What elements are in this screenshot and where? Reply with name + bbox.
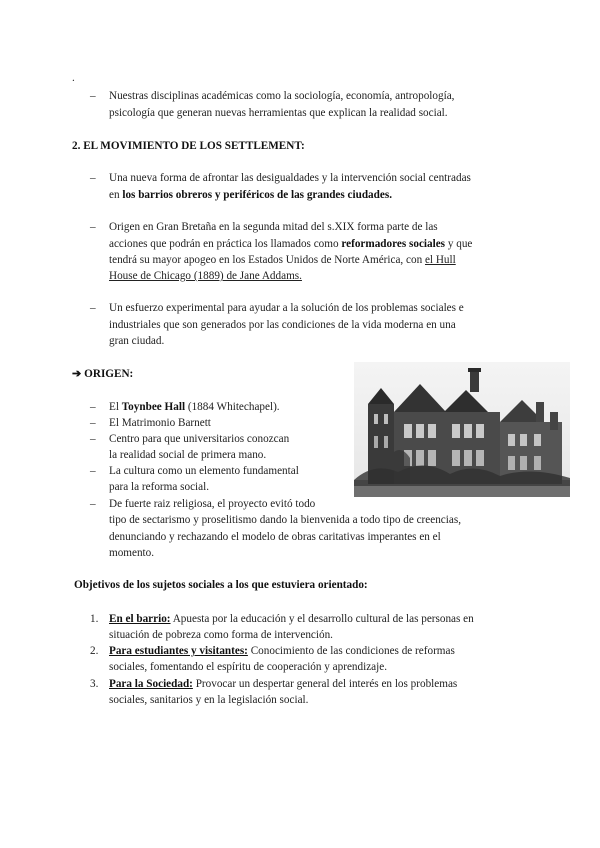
objetivo-1-line-1: En el barrio: Apuesta por la educación y el desarrollo cultural de las personas en bbox=[109, 613, 474, 625]
settlement-b1-line-1: Una nueva forma de afrontar las desigualdades y la intervención social centradas bbox=[109, 172, 471, 184]
bullet-dash: – bbox=[90, 401, 96, 413]
bullet-dash: – bbox=[90, 221, 96, 233]
settlement-b1-line-2: en los barrios obreros y periféricos de las grandes ciudades. bbox=[109, 189, 392, 201]
settlement-b2-line-4 bbox=[109, 268, 529, 284]
settlement-b3-line-1: Un esfuerzo experimental para ayudar a la solución de los problemas sociales e bbox=[109, 302, 464, 314]
settlement-b3-line-3: gran ciudad. bbox=[109, 335, 165, 347]
settlement-b2-line-1: Origen en Gran Bretaña en la segunda mitad del s.XIX forma parte de las bbox=[109, 221, 438, 233]
settlement-b2-line-3: tendrá su mayor apogeo en los Estados Unidos de Norte América, con el Hull bbox=[109, 254, 456, 266]
settlement-b2-line-2: acciones que podrán en práctica los llamados como reformadores sociales y que bbox=[109, 238, 473, 250]
bullet-dash: – bbox=[90, 465, 96, 477]
settlement-b3-line-2: industriales que son generados por las condiciones de la vida moderna en una bbox=[109, 319, 456, 331]
origen-item-5-line-4: momento. bbox=[109, 547, 155, 559]
list-number: 1. bbox=[90, 613, 99, 625]
bullet-dash: – bbox=[90, 172, 96, 184]
objetivo-2-line-2: sociales, fomentando el espíritu de cooperación y aprendizaje. bbox=[109, 661, 388, 673]
objetivo-3-line-1: Para la Sociedad: Provocar un despertar general del interés en los problemas bbox=[109, 678, 458, 690]
origen-item-5-line-1: De fuerte raiz religiosa, el proyecto evitó todo bbox=[109, 498, 316, 510]
bold-phrase: Toynbee Hall bbox=[121, 401, 186, 413]
bullet-dash: – bbox=[90, 433, 96, 445]
stray-dot: . bbox=[72, 72, 75, 84]
objetivo-1-line-2: situación de pobreza como forma de intervención. bbox=[109, 629, 333, 641]
origen-item-1: El Toynbee Hall (1884 Whitechapel). bbox=[109, 401, 280, 413]
origen-item-4-line-2: para la reforma social. bbox=[109, 481, 210, 493]
bullet-dash: – bbox=[90, 417, 96, 429]
objetivo-label: Para la Sociedad: bbox=[109, 678, 193, 690]
objetivo-3-line-2: sociales, sanitarios y en la legislación social. bbox=[109, 694, 309, 706]
origen-item-3-line-2: la realidad social de primera mano. bbox=[109, 449, 267, 461]
objetivos-heading: Objetivos de los sujetos sociales a los que estuviera orientado: bbox=[74, 579, 368, 591]
toynbee-hall-photo bbox=[354, 362, 570, 497]
list-number: 2. bbox=[90, 645, 99, 657]
origen-item-4-line-1: La cultura como un elemento fundamental bbox=[109, 465, 299, 477]
list-number: 3. bbox=[90, 678, 99, 690]
bold-phrase: los barrios obreros y periféricos de las grandes ciudades. bbox=[122, 189, 392, 201]
origen-item-3-line-1: Centro para que universitarios conozcan bbox=[109, 433, 290, 445]
section-2-heading: 2. EL MOVIMIENTO DE LOS SETTLEMENT: bbox=[72, 140, 305, 152]
hull-house-link-cont[interactable]: House de Chicago (1889) de Jane Addams. bbox=[109, 270, 302, 282]
origen-item-2: El Matrimonio Barnett bbox=[109, 417, 211, 429]
objetivo-label: En el barrio: bbox=[109, 613, 171, 625]
origen-heading: ➔ ORIGEN: bbox=[72, 368, 134, 380]
objetivo-label: Para estudiantes y visitantes: bbox=[109, 645, 248, 657]
origen-item-5-line-3: denunciando y rechazando el modelo de obras caritativas imperantes en el bbox=[109, 531, 441, 543]
objetivo-2-line-1: Para estudiantes y visitantes: Conocimiento de las condiciones de reformas bbox=[109, 645, 455, 657]
bullet-dash: – bbox=[90, 302, 96, 314]
bullet-dash: – bbox=[90, 498, 96, 510]
bold-phrase: reformadores sociales bbox=[341, 238, 446, 250]
bullet-dash: – bbox=[90, 90, 96, 102]
origen-item-5-line-2: tipo de sectarismo y proselitismo dando la bienvenida a todo tipo de creencias, bbox=[109, 514, 461, 526]
hull-house-link[interactable]: el Hull bbox=[424, 254, 456, 266]
intro-line-1: Nuestras disciplinas académicas como la sociología, economía, antropología, bbox=[109, 90, 455, 102]
intro-line-2: psicología que generan nuevas herramientas que explican la realidad social. bbox=[109, 107, 448, 119]
